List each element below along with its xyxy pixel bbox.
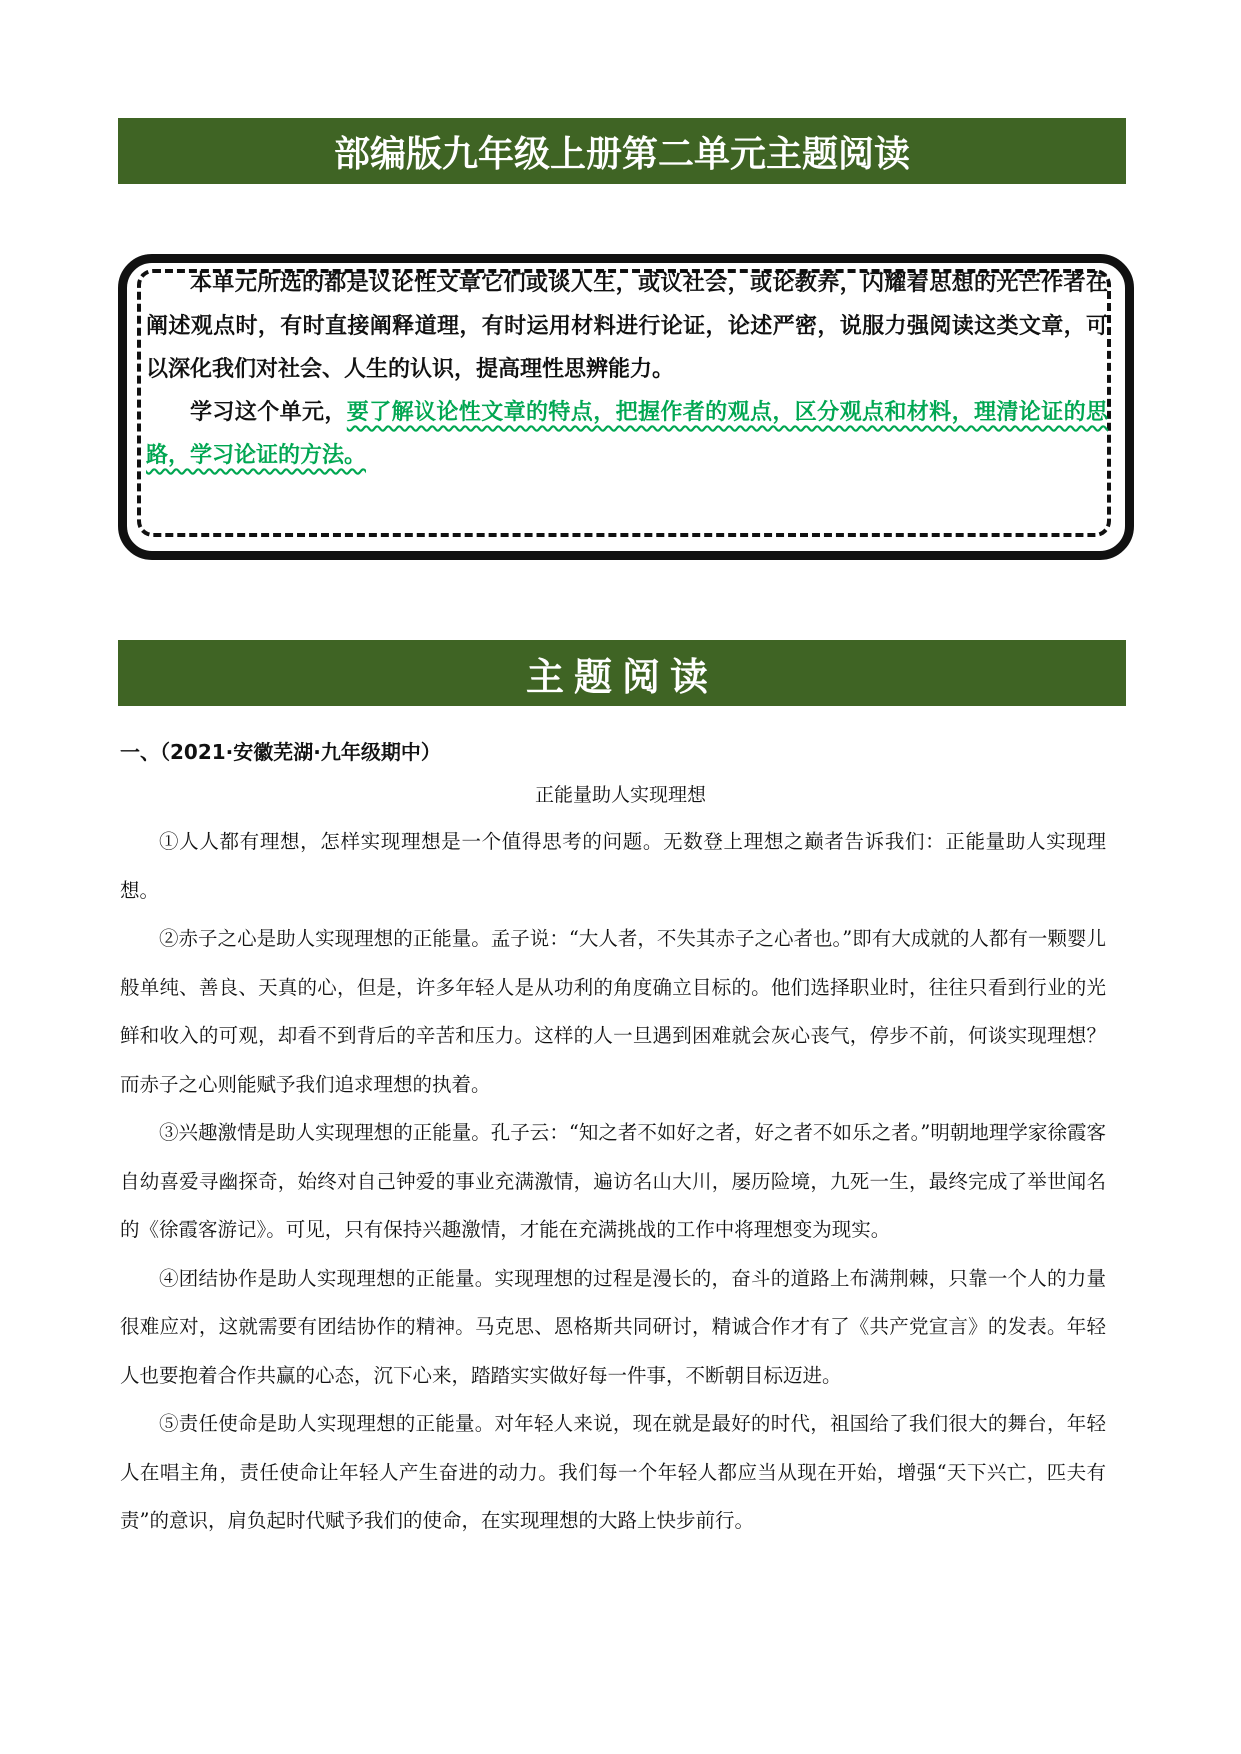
question-source: （2021·安徽芜湖·九年级期中） bbox=[160, 740, 441, 764]
page-title-banner bbox=[118, 118, 1126, 184]
article-paragraph: ③兴趣激情是助人实现理想的正能量。孔子云：“知之者不如好之者，好之者不如乐之者。”明朝地理学家徐霞客自幼喜爱寻幽探奇，始终对自己钟爱的事业充满激情，遍访名山大川，屡历险境，九死一生，最终完成了举世闻名的《徐霞客游记》。可见，只有保持兴趣激情，才能在充满挑战的工作中将理想变为现实。 bbox=[120, 1121, 1106, 1241]
question-number: 一、 bbox=[120, 740, 160, 764]
intro-learning-goals: 要了解议论性文章的特点，把握作者的观点，区分观点和材料，理清论证的思路，学习论证的方法。 bbox=[146, 399, 1108, 468]
intro-paragraph-1: 本单元所选的都是议论性文章它们或谈人生，或议社会，或论教养，闪耀着思想的光芒作者在阐述观点时，有时直接阐释道理，有时运用材料进行论证，论述严密，说服力强阅读这类文章，可以深化我们对社会、人生的认识，提高理性思辨能力。 bbox=[146, 270, 1108, 382]
intro-text bbox=[146, 262, 1108, 477]
intro-paragraph-2-lead: 学习这个单元， bbox=[190, 399, 347, 425]
section-title-banner bbox=[118, 640, 1126, 706]
article-title: 正能量助人实现理想 bbox=[534, 784, 706, 806]
section-title: 主题阅读 bbox=[525, 654, 718, 699]
article-body bbox=[120, 818, 1106, 1546]
intro-paragraph-2 bbox=[146, 391, 1108, 477]
article-paragraph: ⑤责任使命是助人实现理想的正能量。对年轻人来说，现在就是最好的时代，祖国给了我们很大的舞台，年轻人在唱主角，责任使命让年轻人产生奋进的动力。我们每一个年轻人都应当从现在开始，增强“天下兴亡，匹夫有责”的意识，肩负起时代赋予我们的使命，在实现理想的大路上快步前行。 bbox=[120, 1412, 1106, 1532]
page-title: 部编版九年级上册第二单元主题阅读 bbox=[333, 133, 910, 175]
article-paragraph: ④团结协作是助人实现理想的正能量。实现理想的过程是漫长的，奋斗的道路上布满荆棘，只靠一个人的力量很难应对，这就需要有团结协作的精神。马克思、恩格斯共同研讨，精诚合作才有了《共产党宣言》的发表。年轻人也要抱着合作共赢的心态，沉下心来，踏踏实实做好每一件事，不断朝目标迈进。 bbox=[120, 1266, 1106, 1387]
question-heading bbox=[120, 736, 441, 765]
article-paragraph: ①人人都有理想，怎样实现理想是一个值得思考的问题。无数登上理想之巅者告诉我们：正能量助人实现理想。 bbox=[120, 830, 1106, 902]
article-paragraph: ②赤子之心是助人实现理想的正能量。孟子说：“大人者，不失其赤子之心者也。”即有大成就的人都有一颗婴儿般单纯、善良、天真的心，但是，许多年轻人是从功利的角度确立目标的。他们选择职业时，往往只看到行业的光鲜和收入的可观，却看不到背后的辛苦和压力。这样的人一旦遇到困难就会灰心丧气，停步不前，何谈实现理想？而赤子之心则能赋予我们追求理想的执着。 bbox=[120, 927, 1106, 1096]
